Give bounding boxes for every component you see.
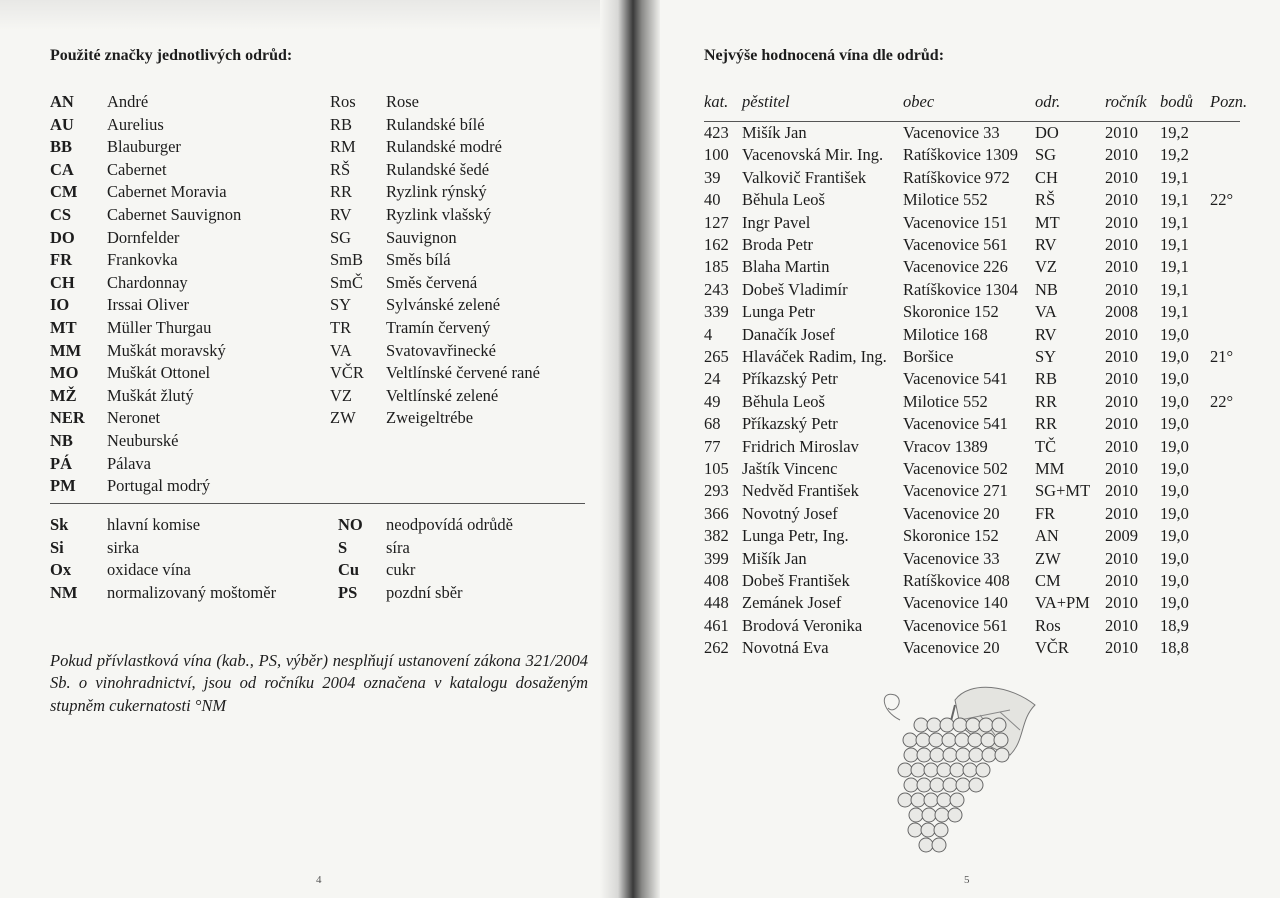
points: 19,1 [1160,212,1189,232]
points: 19,0 [1160,571,1189,590]
vintage: 2008 [1105,302,1138,322]
vintage: 2010 [1105,503,1138,523]
grower: Fridrich Miroslav [742,436,859,456]
grower: Ingr Pavel [742,212,811,232]
grower: Příkazský Petr [742,414,838,434]
grower: Hlaváček Radim, Ing. [742,347,887,366]
cat-number: 399 [704,548,729,568]
variety-name: Chardonnay [107,272,188,292]
grape-berry [937,793,951,807]
abbrev-code: PS [338,582,358,602]
points: 18,9 [1160,615,1189,635]
grape-berry [935,808,949,822]
grower: Dobeš Vladimír [742,279,848,299]
variety-name: Muškát moravský [107,340,226,360]
points: 19,1 [1160,235,1189,254]
grape-berry [979,718,993,732]
variety-code: SmB [330,250,364,270]
cat-number: 24 [704,369,721,389]
village: Ratíškovice 1309 [903,145,1019,165]
vintage: 2010 [1105,436,1138,456]
variety: VA [1035,302,1057,322]
grape-berry [942,733,956,747]
cat-number: 243 [704,279,729,299]
village: Ratíškovice 1304 [903,279,1019,299]
grower: Lunga Petr [742,302,815,322]
variety-code: NB [50,431,73,450]
vintage: 2010 [1105,414,1138,434]
grower: Příkazský Petr [742,369,838,389]
grape-berry [966,718,980,732]
header-year: ročník [1105,92,1147,111]
grape-berry [921,823,935,837]
village: Vacenovice 502 [903,459,1008,478]
table-header-rule [704,121,1240,122]
grape-berry [943,748,957,762]
cat-number: 293 [704,481,729,501]
grape-berry [940,718,954,732]
grape-illustration [860,680,1050,870]
cat-number: 40 [704,190,721,210]
cat-number: 408 [704,571,729,590]
variety-name: Ryzlink vlašský [386,205,492,224]
abbrev-name: síra [386,537,410,557]
vintage: 2010 [1105,615,1138,635]
variety-code: RŠ [330,159,351,179]
vintage: 2010 [1105,190,1138,210]
points: 19,0 [1160,324,1189,344]
vintage: 2010 [1105,145,1138,165]
vintage: 2010 [1105,235,1138,254]
grape-berry [924,793,938,807]
grape-berry [963,763,977,777]
vintage: 2010 [1105,391,1138,411]
grower: Nedvěd František [742,481,859,501]
grower: Novotný Josef [742,503,838,523]
variety-code: RV [330,205,352,224]
vintage: 2010 [1105,638,1138,658]
grape-berry [930,748,944,762]
page-number: 4 [316,874,322,886]
points: 19,0 [1160,481,1189,501]
grape-berry [950,763,964,777]
abbrev-name: sirka [107,537,140,557]
variety: VA+PM [1035,593,1090,613]
variety-code: CM [50,182,78,202]
vintage: 2010 [1105,324,1138,344]
grape-berry [917,748,931,762]
cat-number: 77 [704,436,721,456]
variety-name: Neuburské [107,431,179,450]
variety-code: PM [50,476,76,496]
variety-name: Aurelius [107,114,164,134]
grape-berry [950,793,964,807]
grower: Zemánek Josef [742,593,842,613]
points: 19,2 [1160,145,1189,165]
abbrev-code: Si [50,537,64,557]
grape-berry [909,808,923,822]
variety-code: VZ [330,385,352,405]
variety: RR [1035,391,1058,411]
cat-number: 339 [704,302,729,322]
points: 19,1 [1160,190,1189,210]
village: Skoronice 152 [903,302,999,322]
abbrev-name: pozdní sběr [386,582,463,602]
variety-name: Muškát Ottonel [107,363,211,383]
variety: RR [1035,414,1058,434]
grower: Novotná Eva [742,638,829,658]
header-kat: kat. [704,92,729,111]
village: Milotice 552 [903,391,988,411]
header-note: Pozn. [1210,92,1248,111]
grower: Blaha Martin [742,257,830,277]
variety-code: Ros [330,92,356,111]
abbrev-name: oxidace vína [107,560,191,580]
variety-code: VA [330,340,352,360]
variety-name: Müller Thurgau [107,318,212,337]
cat-number: 423 [704,123,729,142]
village: Vacenovice 151 [903,212,1008,232]
variety-name: Zweigeltrébe [386,408,474,428]
variety-name: Muškát žlutý [107,385,194,405]
grower: Danačík Josef [742,324,836,344]
variety-code: MO [50,363,79,383]
variety-name: Sauvignon [386,227,457,247]
variety-name: Pálava [107,453,151,473]
cat-number: 4 [704,324,713,344]
variety-code: CA [50,159,74,179]
variety: RV [1035,235,1057,254]
variety-code: BB [50,137,73,157]
grape-berry [927,718,941,732]
grape-berry [917,778,931,792]
variety-code: DO [50,227,75,247]
variety-name: Veltlínské červené rané [386,363,540,383]
village: Vacenovice 140 [903,593,1008,613]
variety: MT [1035,212,1060,232]
header-points: bodů [1160,92,1193,111]
points: 19,2 [1160,123,1189,142]
village: Vacenovice 226 [903,257,1008,277]
village: Milotice 168 [903,324,988,344]
points: 19,0 [1160,459,1189,478]
variety: FR [1035,503,1056,523]
village: Vracov 1389 [903,436,988,456]
variety: NB [1035,279,1058,299]
variety-code: ZW [330,408,356,428]
cat-number: 39 [704,167,721,187]
vintage: 2010 [1105,257,1138,277]
variety-code: IO [50,295,70,315]
variety-name: Portugal modrý [107,476,211,496]
variety-name: Rulandské šedé [386,159,490,179]
variety-code: SY [330,295,352,315]
abbrev-name: hlavní komise [107,515,201,534]
variety: CM [1035,571,1061,590]
cat-number: 185 [704,257,729,277]
village: Milotice 552 [903,190,988,210]
variety-name: Blauburger [107,137,181,157]
variety-name: Rulandské modré [386,137,502,157]
vintage: 2010 [1105,279,1138,299]
variety: MM [1035,459,1065,478]
variety-name: André [107,92,149,111]
village: Vacenovice 271 [903,481,1008,501]
grower: Valkovič František [742,167,867,187]
points: 19,0 [1160,391,1189,411]
village: Vacenovice 33 [903,123,1000,142]
cat-number: 100 [704,145,729,165]
grape-berry [919,838,933,852]
vintage: 2010 [1105,167,1138,187]
points: 19,0 [1160,526,1189,546]
variety-code: RM [330,137,356,157]
village: Skoronice 152 [903,526,999,546]
village: Vacenovice 20 [903,503,1000,523]
grape-berry [968,733,982,747]
variety-name: Směs červená [386,272,478,292]
village: Boršice [903,347,954,366]
grape-berry [943,778,957,792]
village: Vacenovice 561 [903,615,1008,635]
grape-berry [969,748,983,762]
vintage: 2009 [1105,526,1138,546]
grower: Běhula Leoš [742,391,825,411]
variety-code: MŽ [50,385,77,405]
variety-code: RB [330,114,353,134]
grape-berry [948,808,962,822]
variety-name: Sylvánské zelené [386,295,501,315]
variety-code: AN [50,92,74,111]
cat-number: 127 [704,212,729,232]
grower: Broda Petr [742,235,814,254]
variety: TČ [1035,436,1057,456]
grape-berry [903,733,917,747]
cat-number: 262 [704,638,729,658]
grape-berry [953,718,967,732]
grower: Dobeš František [742,571,850,590]
grape-berry [930,778,944,792]
variety-name: Směs bílá [386,250,451,270]
grape-berry [995,748,1009,762]
vintage: 2010 [1105,123,1138,142]
cat-number: 265 [704,347,729,366]
variety: RV [1035,324,1057,344]
variety: Ros [1035,615,1061,635]
cat-number: 162 [704,235,729,254]
grape-berry [916,733,930,747]
page-number: 5 [964,874,970,886]
variety-code: PÁ [50,453,72,473]
variety-code: CS [50,205,72,224]
grape-berry [982,748,996,762]
abbrev-code: Ox [50,560,72,580]
grape-berry [956,778,970,792]
vintage: 2010 [1105,369,1138,389]
variety-name: Irssai Oliver [107,295,190,315]
variety-name: Tramín červený [386,318,491,337]
header-grower: pěstitel [742,92,790,111]
grape-berry [934,823,948,837]
grape-berry [937,763,951,777]
grower: Lunga Petr, Ing. [742,526,849,546]
abbrev-code: Cu [338,560,360,580]
grape-berry [992,718,1006,732]
variety-name: Dornfelder [107,227,180,247]
grape-berry [898,763,912,777]
grape-berry [922,808,936,822]
cat-number: 461 [704,615,729,635]
variety-name: Veltlínské zelené [386,385,499,405]
grape-berry [932,838,946,852]
vintage: 2010 [1105,571,1138,590]
points: 19,0 [1160,548,1189,568]
points: 19,1 [1160,257,1189,277]
abbrev-name: neodpovídá odrůdě [386,515,513,534]
page-shadow [0,0,600,30]
variety-name: Cabernet Moravia [107,182,227,202]
divider [50,503,585,504]
variety: CH [1035,167,1058,187]
points: 19,0 [1160,503,1189,523]
grape-berry [914,718,928,732]
variety: RB [1035,369,1058,389]
variety-code: NER [50,408,85,428]
variety-name: Neronet [107,408,161,428]
variety-code: CH [50,272,75,292]
abbrev-code: S [338,537,348,557]
note: 22° [1210,391,1234,411]
cat-number: 382 [704,526,729,546]
village: Vacenovice 561 [903,235,1008,254]
cat-number: 448 [704,593,729,613]
village: Ratíškovice 408 [903,571,1010,590]
vintage: 2010 [1105,481,1138,501]
note: 22° [1210,190,1234,210]
village: Vacenovice 33 [903,548,1000,568]
variety-name: Svatovavřinecké [386,340,496,360]
points: 19,0 [1160,593,1189,613]
variety-code: MM [50,340,82,360]
grower: Brodová Veronika [742,615,863,635]
village: Ratíškovice 972 [903,167,1010,187]
cat-number: 68 [704,414,721,434]
vintage: 2010 [1105,459,1138,478]
grape-berry [969,778,983,792]
cat-number: 49 [704,391,721,411]
points: 19,1 [1160,279,1189,299]
grape-berry [976,763,990,777]
grower: Běhula Leoš [742,190,825,210]
grape-berry [908,823,922,837]
header-variety: odr. [1035,92,1061,111]
book-gutter [600,0,660,898]
grape-berry [911,793,925,807]
variety: VČR [1035,638,1069,658]
note-paragraph: Pokud přívlastková vína (kab., PS, výběr) nesplňují ustanovení zákona 321/2004 Sb. o vinohradnictví, jsou od ročníku 2004 označena v katalogu dosaženým stupněm cukernatosti °NM [50,651,588,715]
variety-code: VČR [330,363,364,383]
points: 19,0 [1160,347,1189,366]
header-village: obec [903,92,935,111]
grape-berry [911,763,925,777]
grower: Vacenovská Mir. Ing. [742,145,884,165]
vintage: 2010 [1105,212,1138,232]
variety-name: Cabernet [107,159,167,179]
variety-code: MT [50,318,77,337]
variety: VZ [1035,257,1057,277]
right-page-title: Nejvýše hodnocená vína dle odrůd: [704,47,945,64]
grape-berry [929,733,943,747]
grower: Mišík Jan [742,123,807,142]
grape-berry [994,733,1008,747]
variety: SG [1035,145,1057,165]
variety: SY [1035,347,1057,366]
cat-number: 105 [704,459,729,478]
abbrev-code: NO [338,515,363,534]
vintage: 2010 [1105,593,1138,613]
grape-berry [898,793,912,807]
vintage: 2010 [1105,548,1138,568]
variety-name: Frankovka [107,250,178,270]
variety: RŠ [1035,190,1056,210]
grape-berry [955,733,969,747]
variety-name: Cabernet Sauvignon [107,205,242,224]
points: 19,1 [1160,302,1189,322]
variety-name: Ryzlink rýnský [386,182,487,202]
points: 19,0 [1160,414,1189,434]
grape-berry [956,748,970,762]
grower: Mišík Jan [742,548,807,568]
points: 19,1 [1160,167,1189,187]
points: 19,0 [1160,369,1189,389]
variety-code: AU [50,114,74,134]
variety: SG+MT [1035,481,1091,501]
variety-name: Rulandské bílé [386,114,485,134]
variety-name: Rose [386,92,419,111]
variety: ZW [1035,548,1061,568]
grape-berry [904,748,918,762]
abbrev-name: cukr [386,560,416,580]
variety-code: SG [330,227,352,247]
grower: Jaštík Vincenc [742,459,838,478]
variety: AN [1035,526,1059,546]
points: 18,8 [1160,638,1189,658]
variety: DO [1035,123,1059,142]
note: 21° [1210,347,1234,366]
cat-number: 366 [704,503,729,523]
village: Vacenovice 20 [903,638,1000,658]
abbrev-code: Sk [50,515,69,534]
points: 19,0 [1160,436,1189,456]
grape-berry [981,733,995,747]
abbrev-name: normalizovaný moštoměr [107,582,277,602]
village: Vacenovice 541 [903,369,1008,389]
grape-berry [904,778,918,792]
village: Vacenovice 541 [903,414,1008,434]
left-page-title: Použité značky jednotlivých odrůd: [50,47,293,64]
variety-code: SmČ [330,272,364,292]
vintage: 2010 [1105,347,1138,366]
variety-code: RR [330,182,353,202]
grape-berry [924,763,938,777]
variety-code: FR [50,250,72,270]
abbrev-code: NM [50,582,78,602]
variety-code: TR [330,318,352,337]
